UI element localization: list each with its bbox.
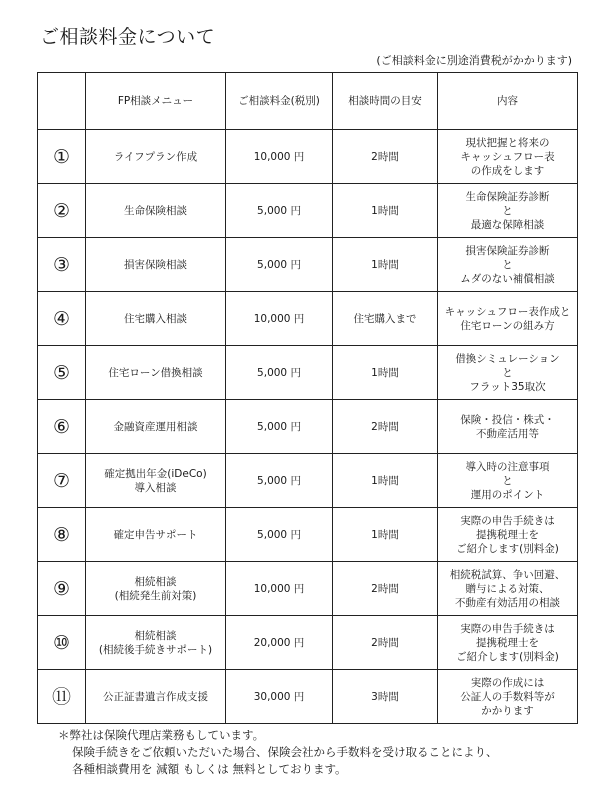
content-cell-line: フラット35取次 [469,380,546,393]
content-cell-line: 相続税試算、争い回避、 [449,568,566,581]
table-row [38,616,578,670]
content-cell [438,400,578,454]
menu-cell-line: 相続相談 [134,629,177,642]
menu-cell [86,616,226,670]
time-cell: 住宅購入まで [333,292,438,346]
content-cell-line: キャッシュフロー表作成と [444,305,571,318]
content-cell [438,130,578,184]
row-number: ④ [38,292,86,346]
fee-cell: 5,000 円 [226,346,333,400]
content-cell-line: ご紹介します(別料金) [456,542,559,555]
menu-cell [86,454,226,508]
menu-cell-line: 生命保険相談 [124,204,187,217]
table-row [38,454,578,508]
content-cell [438,454,578,508]
content-cell-line: 生命保険証券診断 [465,190,550,203]
row-number: ⑤ [38,346,86,400]
row-number: ⑥ [38,400,86,454]
content-cell-line: ムダのない補償相談 [460,272,555,285]
content-cell [438,508,578,562]
table-row [38,130,578,184]
content-cell-line: 保険・投信・株式・ [460,413,555,426]
time-cell: 2時間 [333,130,438,184]
time-cell: 1時間 [333,346,438,400]
menu-cell [86,670,226,724]
content-cell-line: と [502,258,513,271]
content-cell-line: 提携税理士を [476,528,539,541]
fee-cell: 5,000 円 [226,184,333,238]
menu-cell [86,238,226,292]
content-cell-line: 現状把握と将来の [465,136,550,149]
content-cell-line: 不動産有効活用の相談 [455,596,560,609]
menu-cell-line: 導入相談 [134,481,177,494]
table-row [38,400,578,454]
content-cell-line: 導入時の注意事項 [465,460,550,473]
content-cell-line: 実際の作成には [470,676,545,689]
table-row [38,238,578,292]
menu-cell [86,346,226,400]
content-cell [438,562,578,616]
footer-line: 保険手続きをご依頼いただいた場合、保険会社から手数料を受け取ることにより、 [72,745,498,759]
time-cell: 1時間 [333,238,438,292]
menu-cell-line: 確定申告サポート [113,528,198,541]
time-cell: 2時間 [333,616,438,670]
column-header-fee: ご相談料金(税別) [226,73,333,130]
table-header-row [38,73,578,130]
content-cell-line: 贈与による対策、 [465,582,550,595]
footer-line: ＊弊社は保険代理店業務もしています。 [58,728,265,742]
fee-cell: 5,000 円 [226,400,333,454]
content-cell [438,238,578,292]
content-cell-line: と [502,366,513,379]
column-header-content: 内容 [438,73,578,130]
content-cell-line: と [502,204,513,217]
table-row [38,562,578,616]
time-cell: 2時間 [333,562,438,616]
content-cell [438,346,578,400]
table-row [38,508,578,562]
content-cell-line: 提携税理士を [476,636,539,649]
row-number: ⑨ [38,562,86,616]
footer-notes [58,727,498,778]
content-cell-line: 不動産活用等 [476,427,539,440]
row-number: ① [38,130,86,184]
content-cell-line: ご紹介します(別料金) [456,650,559,663]
fee-cell: 10,000 円 [226,562,333,616]
content-cell-line: かかります [481,704,534,717]
content-cell-line: 公証人の手数料等が [460,690,555,703]
menu-cell [86,292,226,346]
content-cell [438,616,578,670]
fee-table-body [38,130,578,724]
menu-cell-line: 金融資産運用相談 [113,420,198,433]
menu-cell [86,400,226,454]
table-row [38,292,578,346]
table-row [38,346,578,400]
row-number: ② [38,184,86,238]
content-cell-line: 実際の申告手続きは [460,514,555,527]
content-cell-line: 最適な保障相談 [470,218,545,231]
content-cell-line: 住宅ローンの組み方 [460,319,555,332]
time-cell: 1時間 [333,184,438,238]
row-number: ⑦ [38,454,86,508]
menu-cell-line: (相続後手続きサポート) [98,643,213,656]
content-cell-line: 実際の申告手続きは [460,622,555,635]
menu-cell-line: ライフプラン作成 [113,150,198,163]
row-number: ③ [38,238,86,292]
menu-cell-line: 損害保険相談 [124,258,187,271]
time-cell: 1時間 [333,508,438,562]
menu-cell [86,130,226,184]
time-cell: 2時間 [333,400,438,454]
content-cell [438,292,578,346]
menu-cell [86,508,226,562]
content-cell-line: の作成をします [470,164,545,177]
row-number: ⑪ [38,670,86,724]
fee-cell: 10,000 円 [226,292,333,346]
fee-cell: 20,000 円 [226,616,333,670]
content-cell-line: キャッシュフロー表 [460,150,555,163]
row-number: ⑧ [38,508,86,562]
footer-line: 各種相談費用を 減額 もしくは 無料としております。 [72,762,347,776]
menu-cell-line: 相続相談 [134,575,177,588]
fee-cell: 5,000 円 [226,508,333,562]
menu-cell [86,184,226,238]
menu-cell-line: 公正証書遺言作成支援 [103,690,208,703]
menu-cell-line: 住宅購入相談 [124,312,187,325]
fee-cell: 10,000 円 [226,130,333,184]
table-row [38,670,578,724]
content-cell [438,184,578,238]
column-header-menu: FP相談メニュー [86,73,226,130]
menu-cell-line: 住宅ローン借換相談 [108,366,203,379]
menu-cell-line: (相続発生前対策) [114,589,197,602]
fee-cell: 30,000 円 [226,670,333,724]
row-number: ⑩ [38,616,86,670]
menu-cell-line: 確定拠出年金(iDeCo) [104,467,207,480]
table-row [38,184,578,238]
fee-table [37,72,578,724]
content-cell-line: 運用のポイント [470,488,545,501]
content-cell-line: 借換シミュレーション [455,352,560,365]
time-cell: 1時間 [333,454,438,508]
fee-cell: 5,000 円 [226,238,333,292]
column-header-time: 相談時間の目安 [333,73,438,130]
content-cell-line: と [502,474,513,487]
column-header-number [38,73,86,130]
fee-cell: 5,000 円 [226,454,333,508]
content-cell-line: 損害保険証券診断 [465,244,550,257]
tax-note: (ご相談料金に別途消費税がかかります) [376,54,572,67]
page-title: ご相談料金について [40,26,216,48]
time-cell: 3時間 [333,670,438,724]
menu-cell [86,562,226,616]
content-cell [438,670,578,724]
